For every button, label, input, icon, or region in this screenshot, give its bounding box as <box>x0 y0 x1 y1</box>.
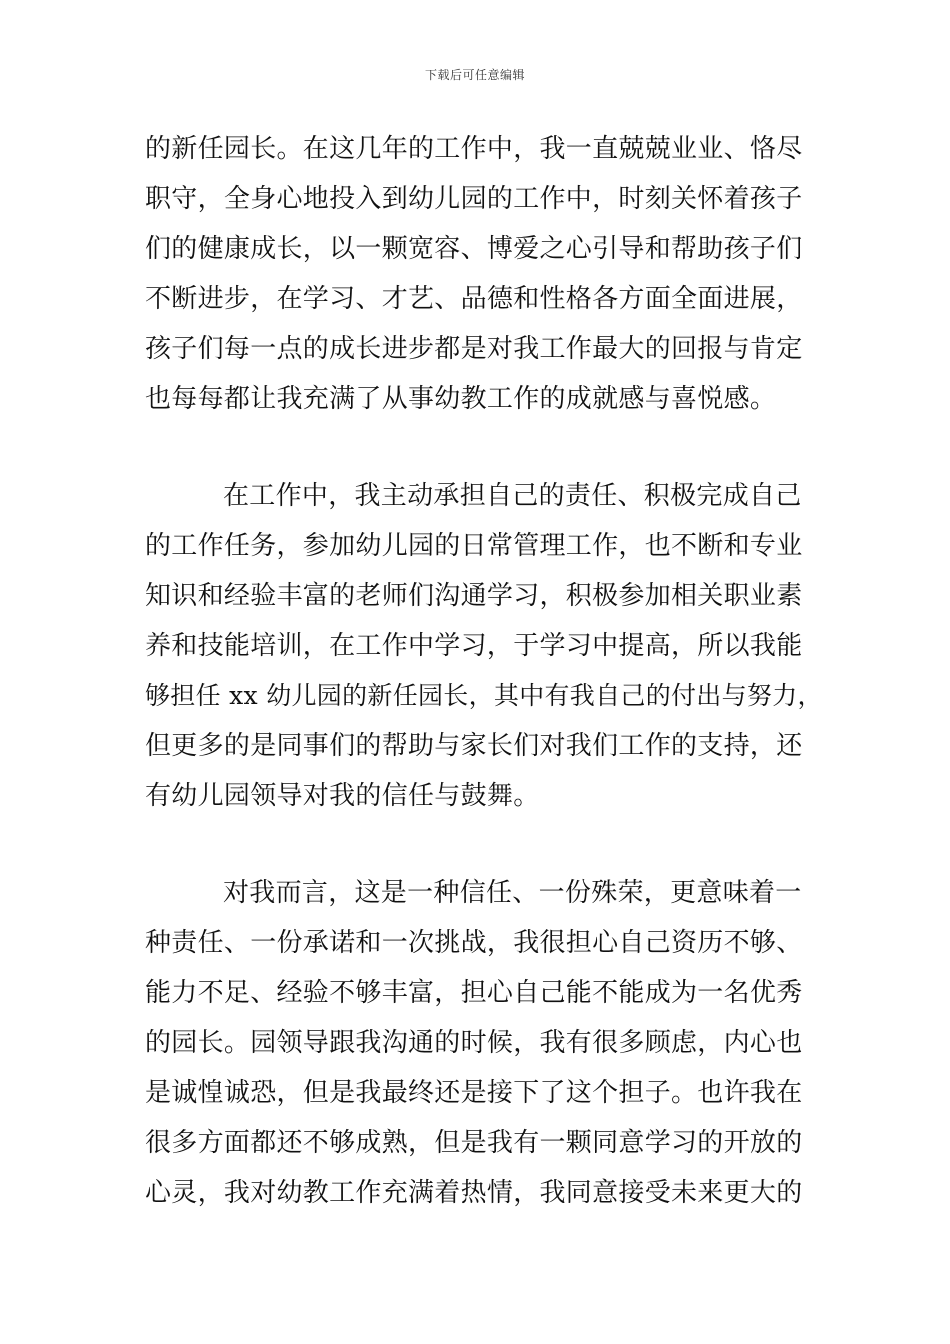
text-line: 的园长。园领导跟我沟通的时候，我有很多顾虑，内心也 <box>145 1028 803 1058</box>
text-line: 也每每都让我充满了从事幼教工作的成就感与喜悦感。 <box>145 384 777 414</box>
text-line: 对我而言，这是一种信任、一份殊荣，更意味着一 <box>223 878 802 908</box>
text-line: 知识和经验丰富的老师们沟通学习，积极参加相关职业素 <box>145 581 803 611</box>
text-line: 的新任园长。在这几年的工作中，我一直兢兢业业、恪尽 <box>145 134 803 164</box>
text-line: 但更多的是同事们的帮助与家长们对我们工作的支持，还 <box>145 731 803 761</box>
text-line: 们的健康成长，以一颗宽容、博爱之心引导和帮助孩子们 <box>145 234 803 264</box>
text-line: 不断进步，在学习、才艺、品德和性格各方面全面进展， <box>145 284 803 314</box>
text-line: 有幼儿园领导对我的信任与鼓舞。 <box>145 781 540 811</box>
text-line: 的工作任务，参加幼儿园的日常管理工作，也不断和专业 <box>145 531 803 561</box>
page-header: 下载后可任意编辑 <box>424 68 525 82</box>
text-line: 很多方面都还不够成熟，但是我有一颗同意学习的开放的 <box>145 1128 803 1158</box>
text-line: 种责任、一份承诺和一次挑战，我很担心自己资历不够、 <box>145 928 803 958</box>
text-line: 够担任 xx 幼儿园的新任园长，其中有我自己的付出与努力， <box>145 681 823 710</box>
text-line: 能力不足、经验不够丰富，担心自己能不能成为一名优秀 <box>145 978 803 1008</box>
text-line: 是诚惶诚恐，但是我最终还是接下了这个担子。也许我在 <box>145 1078 803 1108</box>
text-line: 孩子们每一点的成长进步都是对我工作最大的回报与肯定 <box>145 334 803 364</box>
text-line: 心灵，我对幼教工作充满着热情，我同意接受未来更大的 <box>145 1178 803 1208</box>
text-line: 职守，全身心地投入到幼儿园的工作中，时刻关怀着孩子 <box>145 184 803 214</box>
text-line: 在工作中，我主动承担自己的责任、积极完成自己 <box>223 481 802 511</box>
text-line: 养和技能培训，在工作中学习，于学习中提高，所以我能 <box>145 631 803 661</box>
